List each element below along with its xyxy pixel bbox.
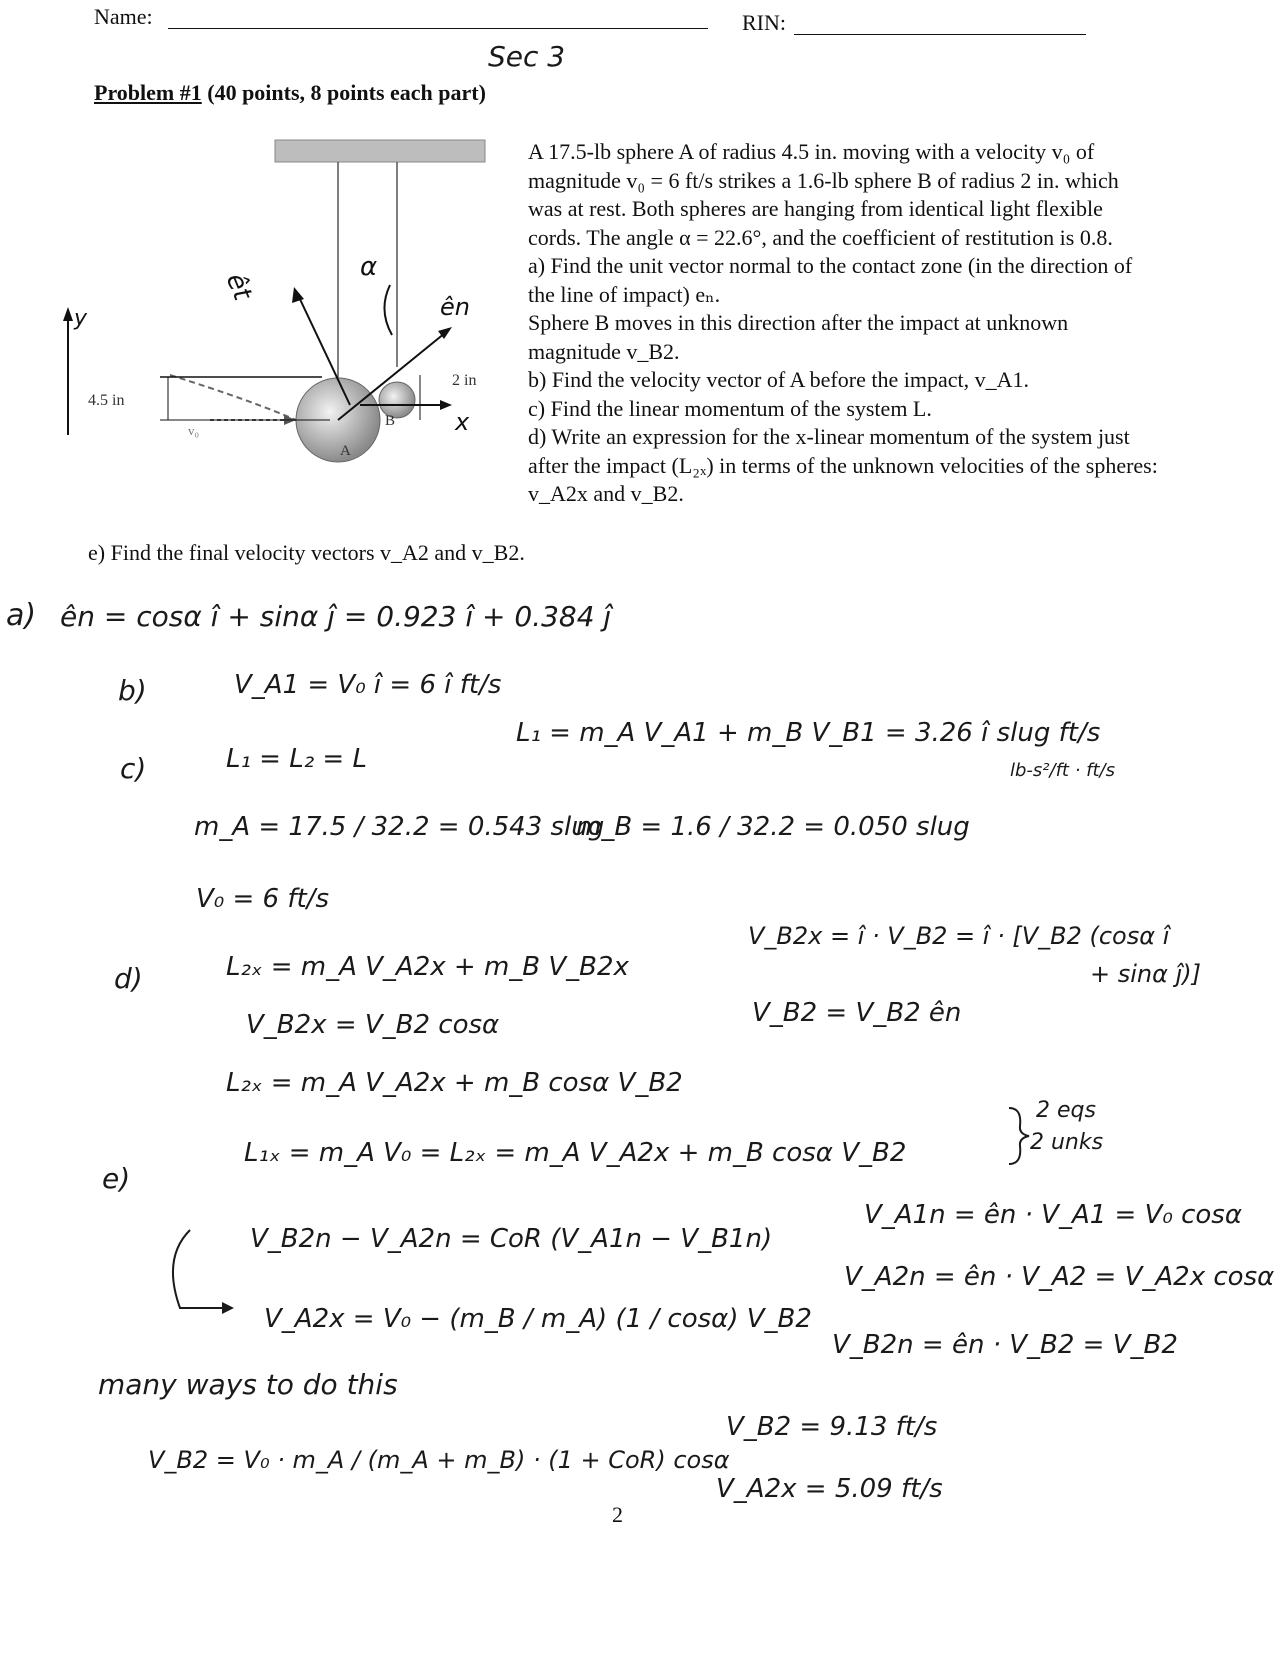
problem-points: (40 points, 8 points each part): [207, 80, 486, 105]
rin-label: RIN:: [742, 10, 786, 35]
rin-underline: [794, 34, 1086, 35]
x-axis-arrowhead: [440, 400, 452, 410]
sol-b-line: V_A1 = V₀ î = 6 î ft/s: [234, 670, 502, 700]
part-d-text: d) Write an expression for the x-linear momentum of the system just after the impact (L₂ₓ) in terms of the unknown velocities of the spheres: v_A2x and v_B2.: [528, 424, 1158, 506]
label-alpha: α: [360, 252, 378, 282]
statement-text: A 17.5-lb sphere A of radius 4.5 in. moving with a velocity v₀ of magnitude v₀ = 6 ft/s strikes a 1.6-lb sphere B of radius 2 in. which was at rest. Both spheres are hanging from identical light flexible cords. The angle α = 22.6°, and the coefficient of restitution is 0.8.: [528, 139, 1119, 250]
label-a: A: [340, 443, 351, 459]
y-axis-arrowhead: [63, 307, 73, 321]
va2x-result: V_A2x = 5.09 ft/s: [716, 1474, 943, 1504]
alpha-arc: [384, 285, 392, 335]
page-number: 2: [612, 1502, 623, 1527]
sol-c-line2: L₁ = m_A V_A1 + m_B V_B1 = 3.26 î slug ft/s: [516, 718, 1101, 748]
sol-a-line: ên = cosα î + sinα ĵ = 0.923 î + 0.384 ĵ: [60, 600, 612, 633]
label-x: x: [455, 408, 470, 436]
sol-e-right3: V_B2n = ên · V_B2 = V_B2: [832, 1330, 1178, 1360]
part-b-text: b) Find the velocity vector of A before the impact, v_A1.: [528, 367, 1029, 392]
bracket-arrow: [160, 1228, 240, 1318]
sol-e-line3: V_A2x = V₀ − (m_B / m_A) (1 / cosα) V_B2: [264, 1304, 812, 1334]
many-ways-note: many ways to do this: [98, 1368, 398, 1401]
sol-e-eqs: 2 eqs: [1036, 1098, 1096, 1123]
label-et: êt: [219, 269, 258, 305]
problem-number: Problem #1: [94, 80, 202, 105]
et-arrowhead: [292, 287, 304, 303]
sol-d-label: d): [114, 962, 143, 995]
vb2-result: V_B2 = 9.13 ft/s: [726, 1412, 938, 1442]
sol-d-line3: L₂ₓ = m_A V_A2x + m_B cosα V_B2: [226, 1068, 683, 1098]
sol-e-right2: V_A2n = ên · V_A2 = V_A2x cosα: [844, 1262, 1275, 1292]
sol-c-units: lb-s²/ft · ft/s: [1010, 760, 1115, 781]
part-e-text: e) Find the final velocity vectors v_A2 and v_B2.: [88, 540, 525, 565]
part-a-note: Sphere B moves in this direction after the impact at unknown magnitude v_B2.: [528, 310, 1069, 364]
name-label: Name:: [94, 4, 153, 29]
pendulum-diagram: [60, 135, 520, 535]
name-underline: [168, 28, 708, 29]
part-a-text: a) Find the unit vector normal to the contact zone (in the direction of the line of impact) eₙ.: [528, 253, 1133, 307]
label-radius-a: 4.5 in: [88, 392, 125, 409]
sol-b-label: b): [118, 674, 147, 707]
problem-title: [94, 80, 486, 106]
brace-curly: [1004, 1106, 1034, 1166]
label-v0: v₀: [188, 423, 200, 438]
sol-d-right1: V_B2x = î · V_B2 = î · [V_B2 (cosα î: [748, 922, 1170, 950]
sol-c-line1: L₁ = L₂ = L: [226, 744, 367, 774]
part-c-text: c) Find the linear momentum of the system L.: [528, 395, 932, 421]
sol-e-right1: V_A1n = ên · V_A1 = V₀ cosα: [864, 1200, 1242, 1230]
label-b: B: [385, 413, 396, 429]
sol-c-label: c): [120, 752, 147, 785]
label-radius-b: 2 in: [452, 372, 477, 389]
sol-e-unks: 2 unks: [1030, 1130, 1104, 1155]
sol-c-ma: m_A = 17.5 / 32.2 = 0.543 slug: [194, 812, 605, 842]
trajectory-curve: [170, 375, 296, 420]
problem-statement: [528, 138, 1158, 509]
ceiling-support: [275, 140, 485, 162]
sol-d-line2: V_B2x = V_B2 cosα: [246, 1010, 500, 1040]
sol-d-line1: L₂ₓ = m_A V_A2x + m_B V_B2x: [226, 952, 629, 982]
label-y: y: [74, 306, 88, 331]
sol-c-mb: m_B = 1.6 / 32.2 = 0.050 slug: [576, 812, 970, 842]
sol-d-right2: V_B2 = V_B2 ên: [752, 998, 962, 1028]
sol-e-line2: V_B2n − V_A2n = CoR (V_A1n − V_B1n): [250, 1224, 773, 1254]
sol-e-line1: L₁ₓ = m_A V₀ = L₂ₓ = m_A V_A2x + m_B cosα V_B2: [244, 1138, 907, 1168]
sol-e-label: e): [102, 1162, 131, 1195]
sol-e-formula: V_B2 = V₀ · m_A / (m_A + m_B) · (1 + CoR) cosα: [148, 1446, 730, 1474]
sol-d-right1b: + sinα ĵ)]: [1090, 960, 1201, 988]
label-en: ên: [440, 293, 470, 321]
section-label: Sec 3: [488, 40, 566, 73]
sol-c-v0: V₀ = 6 ft/s: [196, 884, 329, 914]
sol-a-label: a): [6, 598, 37, 633]
